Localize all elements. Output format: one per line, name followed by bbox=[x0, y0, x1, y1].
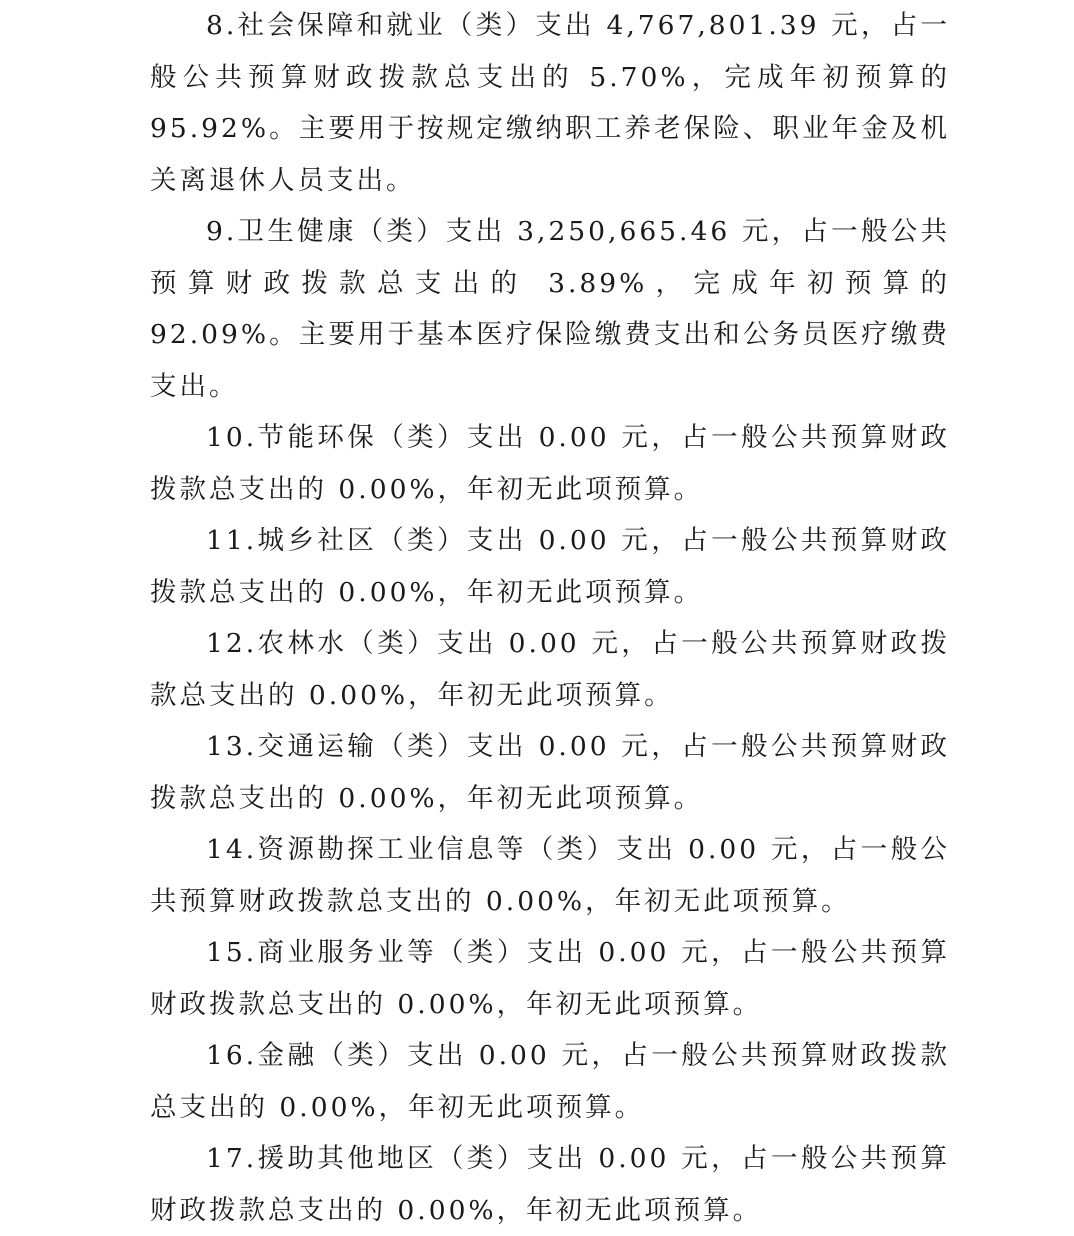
document-body bbox=[150, 0, 950, 1236]
paragraph-commerce-services: 15.商业服务业等（类）支出 0.00 元，占一般公共预算财政拨款总支出的 0.00%，年初无此项预算。 bbox=[150, 937, 950, 1020]
paragraph-social-security: 8.社会保障和就业（类）支出 4,767,801.39 元，占一般公共预算财政拨款总支出的 5.70%，完成年初预算的 95.92%。主要用于按规定缴纳职工养老保险、职业年金及机关离退休人员支出。 bbox=[150, 10, 950, 196]
paragraph-urban-rural: 11.城乡社区（类）支出 0.00 元，占一般公共预算财政拨款总支出的 0.00%，年初无此项预算。 bbox=[150, 525, 950, 608]
paragraph-energy-environment: 10.节能环保（类）支出 0.00 元，占一般公共预算财政拨款总支出的 0.00%，年初无此项预算。 bbox=[150, 422, 950, 505]
paragraph-health: 9.卫生健康（类）支出 3,250,665.46 元，占一般公共预算财政拨款总支出的 3.89%，完成年初预算的 92.09%。主要用于基本医疗保险缴费支出和公务员医疗缴费支出。 bbox=[150, 216, 950, 402]
paragraph-aid-other-regions: 17.援助其他地区（类）支出 0.00 元，占一般公共预算财政拨款总支出的 0.00%，年初无此项预算。 bbox=[150, 1143, 950, 1226]
paragraph-resources-industry: 14.资源勘探工业信息等（类）支出 0.00 元，占一般公共预算财政拨款总支出的 0.00%，年初无此项预算。 bbox=[150, 834, 950, 917]
paragraph-transport: 13.交通运输（类）支出 0.00 元，占一般公共预算财政拨款总支出的 0.00%，年初无此项预算。 bbox=[150, 731, 950, 814]
paragraph-agriculture: 12.农林水（类）支出 0.00 元，占一般公共预算财政拨款总支出的 0.00%，年初无此项预算。 bbox=[150, 628, 950, 711]
paragraph-finance: 16.金融（类）支出 0.00 元，占一般公共预算财政拨款总支出的 0.00%，年初无此项预算。 bbox=[150, 1040, 950, 1123]
